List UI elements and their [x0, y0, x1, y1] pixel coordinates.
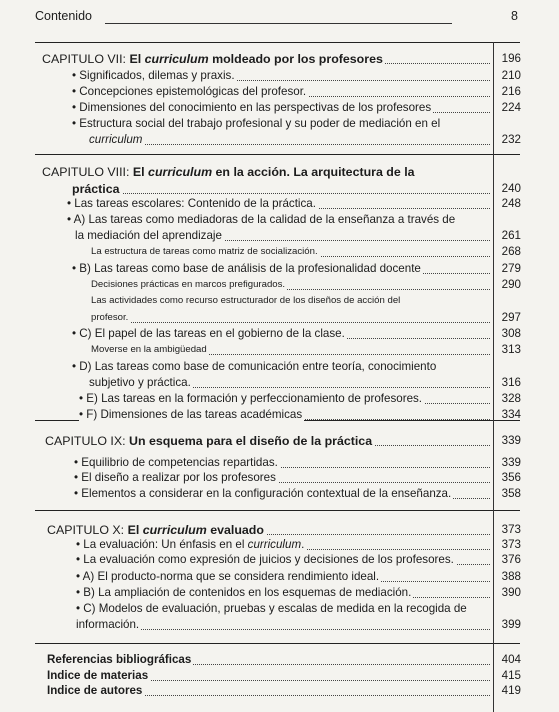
- toc-entry-title: CAPITULO VII: El curriculum moldeado por los profesores: [42, 52, 383, 66]
- header-rule: [105, 23, 452, 24]
- toc-entry[interactable]: [91, 244, 490, 260]
- toc-entry-page: 261: [501, 229, 521, 242]
- toc-entry-page: 210: [501, 69, 521, 82]
- toc-entry-title: • Significados, dilemas y praxis.: [72, 69, 235, 82]
- toc-entry[interactable]: [79, 391, 490, 407]
- toc-entry[interactable]: [76, 617, 490, 633]
- toc-entry-title: • La evaluación como expresión de juicios y decisiones de los profesores.: [76, 553, 454, 566]
- toc-entry[interactable]: [75, 228, 490, 244]
- toc-entry-title: Moverse en la ambigüedad: [91, 344, 207, 355]
- toc-entry[interactable]: [76, 601, 490, 617]
- toc-entry-page: 376: [501, 553, 521, 566]
- toc-entry-title: • C) Modelos de evaluación, pruebas y escalas de medida en la recogida de: [76, 602, 467, 615]
- toc-entry-page: 356: [501, 471, 521, 484]
- toc-entry[interactable]: [72, 100, 490, 116]
- toc-entry-page: 399: [501, 618, 521, 631]
- rule-top: [35, 42, 520, 43]
- toc-entry-page: 404: [501, 653, 521, 666]
- toc-entry[interactable]: [89, 375, 490, 391]
- toc-entry[interactable]: [76, 585, 490, 601]
- toc-entry[interactable]: [72, 68, 490, 84]
- toc-entry-title: • E) Las tareas en la formación y perfeccionamiento de profesores.: [79, 392, 423, 405]
- toc-entry-page: 232: [501, 133, 521, 146]
- toc-entry-title: • D) Las tareas como base de comunicación entre teoría, conocimiento: [72, 360, 437, 373]
- leader-dots: [89, 144, 490, 145]
- running-header: [35, 9, 518, 25]
- toc-entry[interactable]: [91, 277, 490, 293]
- toc-entry-title: • B) La ampliación de contenidos en los esquemas de mediación.: [76, 586, 412, 599]
- toc-entry-page: 328: [501, 392, 521, 405]
- toc-entry-title: Decisiones prácticas en marcos prefigurados.: [91, 279, 286, 290]
- toc-entry-page: 339: [501, 456, 521, 469]
- toc-entry-page: 240: [501, 182, 521, 195]
- toc-entry-title: • Elementos a considerar en la configuración contextual de la enseñanza.: [74, 487, 452, 500]
- toc-entry-page: 388: [501, 570, 521, 583]
- rule-ch10-bottom: [35, 643, 520, 644]
- toc-entry-title: • El diseño a realizar por los profesores: [74, 471, 276, 484]
- toc-entry-page: 358: [501, 487, 521, 500]
- toc-entry[interactable]: [42, 164, 490, 180]
- rule-ch9-bottom: [35, 510, 520, 511]
- toc-entry[interactable]: [74, 455, 490, 471]
- toc-entry-page: 334: [501, 408, 521, 421]
- page-number: 8: [511, 9, 518, 23]
- toc-entry-page: 308: [501, 327, 521, 340]
- toc-entry[interactable]: [42, 51, 490, 67]
- toc-entry-title: • La evaluación: Un énfasis en el curriculum.: [76, 538, 305, 551]
- toc-entry[interactable]: [47, 668, 490, 684]
- toc-entry-page: 316: [501, 376, 521, 389]
- toc-entry-page: 419: [501, 684, 521, 697]
- toc-entry[interactable]: [72, 261, 490, 277]
- toc-entry[interactable]: [45, 433, 490, 449]
- toc-entry[interactable]: [79, 407, 490, 423]
- toc-entry-page: 216: [501, 85, 521, 98]
- toc-entry[interactable]: [89, 132, 490, 148]
- header-title: Contenido: [35, 9, 92, 23]
- toc-entry[interactable]: [74, 470, 490, 486]
- toc-entry-title: • F) Dimensiones de las tareas académicas: [79, 408, 303, 421]
- toc-entry-title: • Estructura social del trabajo profesional y su poder de mediación en el: [72, 117, 441, 130]
- toc-entry-title: • B) Las tareas como base de análisis de la profesionalidad docente: [72, 262, 421, 275]
- toc-entry-page: 313: [501, 343, 521, 356]
- toc-entry-title: Las actividades como recurso estructurador de los diseños de acción del: [91, 295, 401, 306]
- toc-entry[interactable]: [72, 326, 490, 342]
- toc-entry-title: subjetivo y práctica.: [89, 376, 191, 389]
- toc-entry-page: 373: [501, 538, 521, 551]
- toc-entry[interactable]: [67, 212, 490, 228]
- toc-entry[interactable]: [72, 359, 490, 375]
- toc-entry-page: 196: [501, 52, 521, 65]
- toc-entry-title: Indice de materias: [47, 669, 149, 682]
- toc-entry[interactable]: [76, 537, 490, 553]
- toc-entry-title: CAPITULO VIII: El curriculum en la acción. La arquitectura de la: [42, 165, 415, 179]
- toc-entry-page: 248: [501, 197, 521, 210]
- toc-entry-page: 279: [501, 262, 521, 275]
- toc-entry[interactable]: [72, 181, 490, 197]
- toc-entry-page: 339: [501, 434, 521, 447]
- toc-entry[interactable]: [47, 522, 490, 538]
- toc-entry[interactable]: [47, 652, 490, 668]
- toc-entry-title: • Equilibrio de competencias repartidas.: [74, 456, 278, 469]
- toc-entry-title: CAPITULO IX: Un esquema para el diseño de la práctica: [45, 434, 373, 448]
- toc-entry-title: • C) El papel de las tareas en el gobierno de la clase.: [72, 327, 345, 340]
- leader-dots: [72, 193, 490, 194]
- toc-entry-page: 268: [501, 245, 521, 258]
- toc-entry[interactable]: [47, 683, 490, 699]
- toc-entry-title: La estructura de tareas como matriz de socialización.: [91, 246, 318, 257]
- toc-entry-page: 373: [501, 523, 521, 536]
- toc-entry[interactable]: [91, 293, 490, 309]
- toc-entry[interactable]: [72, 84, 490, 100]
- toc-entry[interactable]: [91, 310, 490, 326]
- toc-entry[interactable]: [76, 552, 490, 568]
- toc-entry-title: curriculum: [89, 133, 143, 146]
- toc-entry-page: 290: [501, 278, 521, 291]
- toc-entry-title: • Dimensiones del conocimiento en las perspectivas de los profesores: [72, 101, 432, 114]
- toc-entry[interactable]: [72, 116, 490, 132]
- toc-entry[interactable]: [74, 486, 490, 502]
- toc-entry-page: 415: [501, 669, 521, 682]
- toc-entry-title: • A) Las tareas como mediadoras de la calidad de la enseñanza a través de: [67, 213, 456, 226]
- toc-entry-title: • Concepciones epistemológicas del profesor.: [72, 85, 307, 98]
- toc-entry[interactable]: [91, 342, 490, 358]
- toc-entry-page: 390: [501, 586, 521, 599]
- toc-entry-page: 224: [501, 101, 521, 114]
- leader-dots: [91, 322, 490, 323]
- toc-entry-title: información.: [76, 618, 140, 631]
- toc-entry[interactable]: [67, 196, 490, 212]
- toc-entry-title: Referencias bibliográficas: [47, 653, 192, 666]
- toc-entry-title: CAPITULO X: El curriculum evaluado: [47, 523, 264, 537]
- toc-entry-title: práctica: [72, 182, 120, 196]
- toc-entry-page: 297: [501, 311, 521, 324]
- toc-entry-title: • Las tareas escolares: Contenido de la práctica.: [67, 197, 316, 210]
- toc-entry-title: profesor.: [91, 312, 129, 323]
- toc-entry-title: la mediación del aprendizaje: [75, 229, 222, 242]
- rule-ch7-bottom: [35, 154, 520, 155]
- toc-entry-title: • A) El producto-norma que se considera rendimiento ideal.: [76, 570, 380, 583]
- toc-entry-title: Indice de autores: [47, 684, 143, 697]
- toc-entry[interactable]: [76, 569, 490, 585]
